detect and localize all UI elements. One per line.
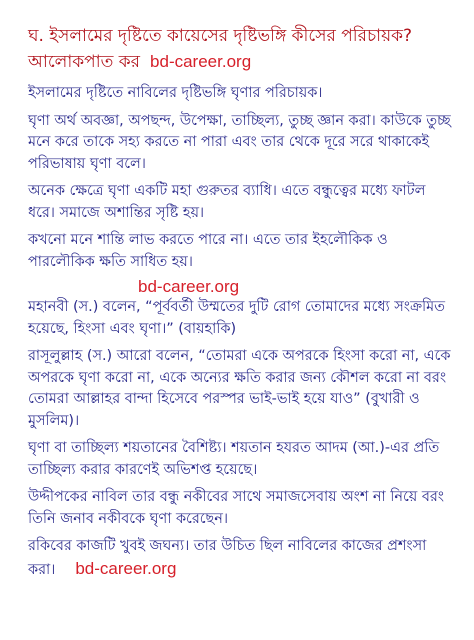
answer-paragraph-2: ঘৃণা অর্থ অবজ্ঞা, অপছন্দ, উপেক্ষা, তাচ্ছিল্য, তুচ্ছ জ্ঞান করা। কাউকে তুচ্ছ মনে করে তাকে সহ্য করতে না পারা এবং তার থেকে দূরে সরে থাকাকেই পরিভাষায় ঘৃণা বলে। bbox=[28, 112, 451, 172]
answer-paragraph-1: ইসলামের দৃষ্টিতে নাবিলের দৃষ্টিভঙ্গি ঘৃণার পরিচায়ক। bbox=[28, 85, 323, 101]
question-text: ঘ. ইসলামের দৃষ্টিতে কায়েসের দৃষ্টিভঙ্গি কীসের পরিচায়ক? আলোকপাত কর bbox=[28, 26, 413, 72]
answer-paragraph-9-text: রকিবের কাজটি খুবই জঘন্য। তার উচিত ছিল নাবিলের কাজের প্রশংসা করা। bbox=[28, 538, 427, 578]
answer-paragraph-8: উদ্দীপকের নাবিল তার বন্ধু নকীবের সাথে সমাজসেবায় অংশ না নিয়ে বরং তিনি জনাব নকীবকে ঘৃণা করেছেন। bbox=[28, 489, 444, 527]
watermark-top: bd-career.org bbox=[150, 52, 252, 71]
answer-paragraph-6: রাসূলুল্লাহ (স.) আরো বলেন, “তোমরা একে অপরকে হিংসা করো না, একে অপরকে ঘৃণা করো না, একে অন্যের ক্ষতি করার জন্য কৌশল করো না বরং তোমরা আল্লাহর বান্দা হিসেবে পরস্পর ভাই-ভাই হয়ে যাও” (বুখারী ও মুসলিম)। bbox=[28, 348, 451, 429]
answer-paragraph-9 bbox=[28, 536, 454, 581]
answer-paragraph-7: ঘৃণা বা তাচ্ছিল্য শয়তানের বৈশিষ্ট্য। শয়তান হযরত আদম (আ.)-এর প্রতি তাচ্ছিল্য করার কারণেই অভিশপ্ত হয়েছে। bbox=[28, 440, 440, 478]
watermark-bottom: bd-career.org bbox=[75, 558, 177, 578]
answer-paragraph-4: কখনো মনে শান্তি লাভ করতে পারে না। এতে তার ইহলৌকিক ও পারলৌকিক ক্ষতি সাধিত হয়। bbox=[28, 232, 388, 270]
question-heading bbox=[28, 24, 454, 75]
answer-paragraph-3: অনেক ক্ষেত্রে ঘৃণা একটি মহা গুরুতর ব্যাধি। এতে বন্ধুত্বের মধ্যে ফাটল ধরে। সমাজে অশান্তির সৃষ্টি হয়। bbox=[28, 183, 426, 221]
answer-paragraph-5: মহানবী (স.) বলেন, “পূর্ববর্তী উম্মতের দুটি রোগ তোমাদের মধ্যে সংক্রমিত হয়েছে, হিংসা এবং ঘৃণা।” (বায়হাকি) bbox=[28, 299, 445, 337]
watermark-middle: bd-career.org bbox=[138, 277, 240, 296]
